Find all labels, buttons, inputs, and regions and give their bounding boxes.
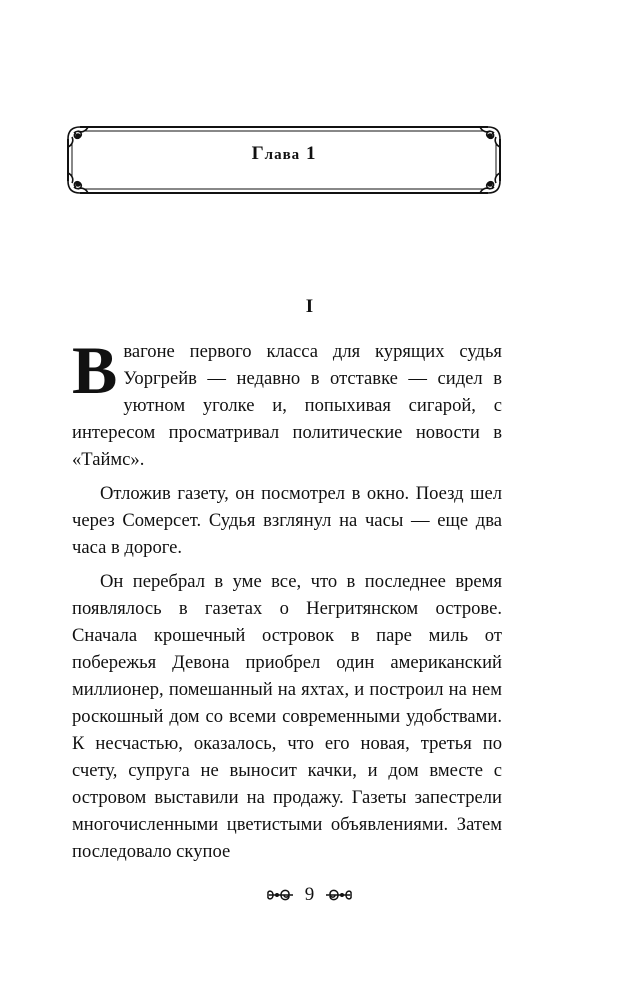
page-footer bbox=[0, 884, 619, 906]
paragraph-1 bbox=[72, 332, 502, 473]
chapter-title bbox=[66, 143, 502, 165]
page-number: 9 bbox=[304, 884, 315, 905]
drop-cap: В bbox=[72, 332, 118, 408]
chapter-title-initial: Г bbox=[251, 143, 265, 164]
paragraph-2: Отложив газету, он посмотрел в окно. Поезд шел через Сомерсет. Судья взглянул на часы — еще два часа в дороге. bbox=[72, 483, 502, 558]
paragraph-3: Он перебрал в уме все, что в последнее время появлялось в газетах о Негритянском острове. Сначала крошечный островок в паре миль от побережья Девона приобрел один американский миллионер, помешанный на яхтах, и построил на нем роскошный дом со всеми современными удобствами. К несчастью, оказалось, что его новая, третья по счету, супруга не выносит качки, и дом вместе с островом выставили на продажу. Газеты запестрели многочисленными цветистыми объявлениями. Затем последовало скупое bbox=[72, 571, 502, 862]
section-number: I bbox=[305, 296, 314, 317]
paragraph-1-text: вагоне первого класса для курящих судья Уоргрейв — недавно в отставке — сидел в уютном уголке и, попыхивая сигарой, с интересом просматривал политические новости в «Таймс». bbox=[72, 341, 502, 470]
scroll-ornament-left-icon bbox=[265, 886, 295, 904]
chapter-number: 1 bbox=[305, 143, 317, 164]
text-body bbox=[72, 332, 502, 872]
scroll-ornament-right-icon bbox=[324, 886, 354, 904]
chapter-heading-frame bbox=[66, 125, 502, 195]
chapter-title-word: лава bbox=[264, 147, 301, 163]
